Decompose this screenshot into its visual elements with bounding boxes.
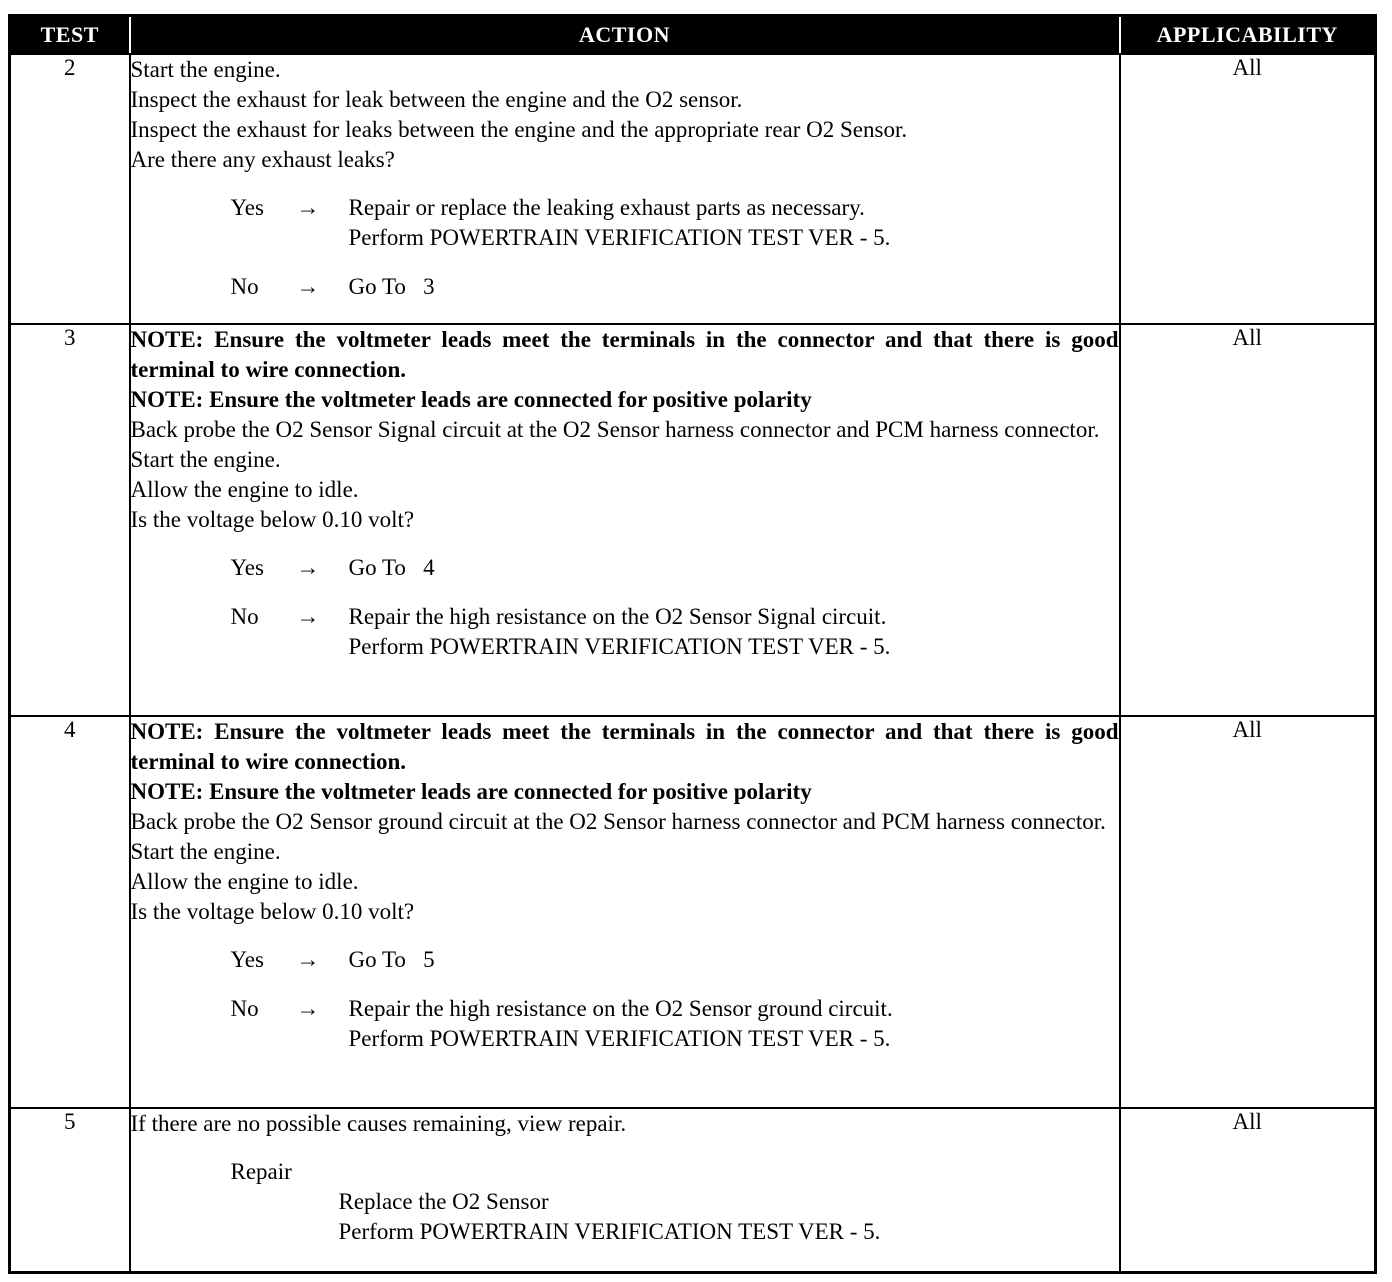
test-row-5 — [10, 1108, 1376, 1272]
applicability-value: All — [1120, 324, 1376, 716]
applicability-value: All — [1120, 54, 1376, 324]
result-line: Repair the high resistance on the O2 Sensor ground circuit. — [348, 996, 893, 1021]
action-line: Back probe the O2 Sensor Signal circuit at the O2 Sensor harness connector and PCM harness connector. — [130, 417, 1100, 442]
test-number: 5 — [10, 1108, 130, 1272]
arrow-icon: → — [296, 555, 320, 580]
header-row — [10, 16, 1376, 55]
action-cell — [130, 1108, 1120, 1272]
action-line: Inspect the exhaust for leak between the engine and the O2 sensor. — [130, 87, 743, 112]
note-text: NOTE: Ensure the voltmeter leads meet the terminals in the connector and that there is good terminal to wire connection. — [130, 327, 1119, 382]
applicability-value: All — [1120, 716, 1376, 1108]
repair-step: Replace the O2 Sensor — [338, 1189, 549, 1214]
test-row-2 — [10, 54, 1376, 324]
yes-label: Yes — [230, 555, 264, 580]
no-result — [349, 994, 1119, 1054]
arrow-icon: → — [296, 604, 320, 629]
diagnostic-test-table — [8, 14, 1377, 1274]
arrow-icon: → — [296, 274, 320, 299]
no-label: No — [230, 996, 259, 1021]
action-line: Back probe the O2 Sensor ground circuit at the O2 Sensor harness connector and PCM harness connector. — [130, 809, 1106, 834]
result-line: Go To 3 — [348, 274, 435, 299]
no-label: No — [230, 604, 259, 629]
outcomes — [131, 193, 1119, 302]
no-result — [349, 272, 1119, 302]
outcomes — [131, 945, 1119, 1054]
outcome-yes — [231, 945, 1119, 975]
outcome-yes — [231, 193, 1119, 253]
action-line: Are there any exhaust leaks? — [130, 147, 395, 172]
test-row-4 — [10, 716, 1376, 1108]
header-test: TEST — [10, 16, 130, 55]
yes-label: Yes — [230, 195, 264, 220]
no-label: No — [230, 274, 259, 299]
result-line: Repair or replace the leaking exhaust parts as necessary. — [348, 195, 865, 220]
action-line: Is the voltage below 0.10 volt? — [130, 507, 415, 532]
repair-step: Perform POWERTRAIN VERIFICATION TEST VER - 5. — [338, 1219, 881, 1244]
test-row-3 — [10, 324, 1376, 716]
yes-label: Yes — [230, 947, 264, 972]
result-line: Repair the high resistance on the O2 Sensor Signal circuit. — [348, 604, 887, 629]
arrow-icon: → — [296, 996, 320, 1021]
outcome-no — [231, 272, 1119, 302]
arrow-icon: → — [296, 195, 320, 220]
action-line: Allow the engine to idle. — [130, 869, 359, 894]
action-cell — [130, 54, 1120, 324]
result-line: Perform POWERTRAIN VERIFICATION TEST VER - 5. — [348, 225, 891, 250]
action-line: Inspect the exhaust for leaks between the engine and the appropriate rear O2 Sensor. — [130, 117, 908, 142]
action-cell — [130, 324, 1120, 716]
test-number: 3 — [10, 324, 130, 716]
repair-steps — [339, 1187, 1119, 1247]
no-result — [349, 602, 1119, 662]
note-text: NOTE: Ensure the voltmeter leads are connected for positive polarity — [130, 387, 812, 412]
yes-result — [349, 945, 1119, 975]
result-line: Perform POWERTRAIN VERIFICATION TEST VER - 5. — [348, 1026, 891, 1051]
repair-block — [231, 1157, 1119, 1247]
yes-result — [349, 553, 1119, 583]
outcome-yes — [231, 553, 1119, 583]
test-number: 2 — [10, 54, 130, 324]
note-text: NOTE: Ensure the voltmeter leads are connected for positive polarity — [130, 779, 812, 804]
action-line: Start the engine. — [130, 57, 281, 82]
action-line: Is the voltage below 0.10 volt? — [130, 899, 415, 924]
outcomes — [131, 553, 1119, 662]
result-line: Go To 5 — [348, 947, 435, 972]
action-line: Allow the engine to idle. — [130, 477, 359, 502]
outcome-no — [231, 602, 1119, 662]
action-cell — [130, 716, 1120, 1108]
arrow-icon: → — [296, 947, 320, 972]
applicability-value: All — [1120, 1108, 1376, 1272]
result-line: Perform POWERTRAIN VERIFICATION TEST VER - 5. — [348, 634, 891, 659]
header-applicability: APPLICABILITY — [1120, 16, 1376, 55]
action-line: If there are no possible causes remaining, view repair. — [130, 1111, 627, 1136]
action-line: Start the engine. — [130, 839, 281, 864]
header-action: ACTION — [130, 16, 1120, 55]
yes-result — [349, 193, 1119, 253]
outcome-no — [231, 994, 1119, 1054]
test-number: 4 — [10, 716, 130, 1108]
note-text: NOTE: Ensure the voltmeter leads meet the terminals in the connector and that there is good terminal to wire connection. — [130, 719, 1119, 774]
action-line: Start the engine. — [130, 447, 281, 472]
result-line: Go To 4 — [348, 555, 435, 580]
repair-label: Repair — [230, 1159, 292, 1184]
